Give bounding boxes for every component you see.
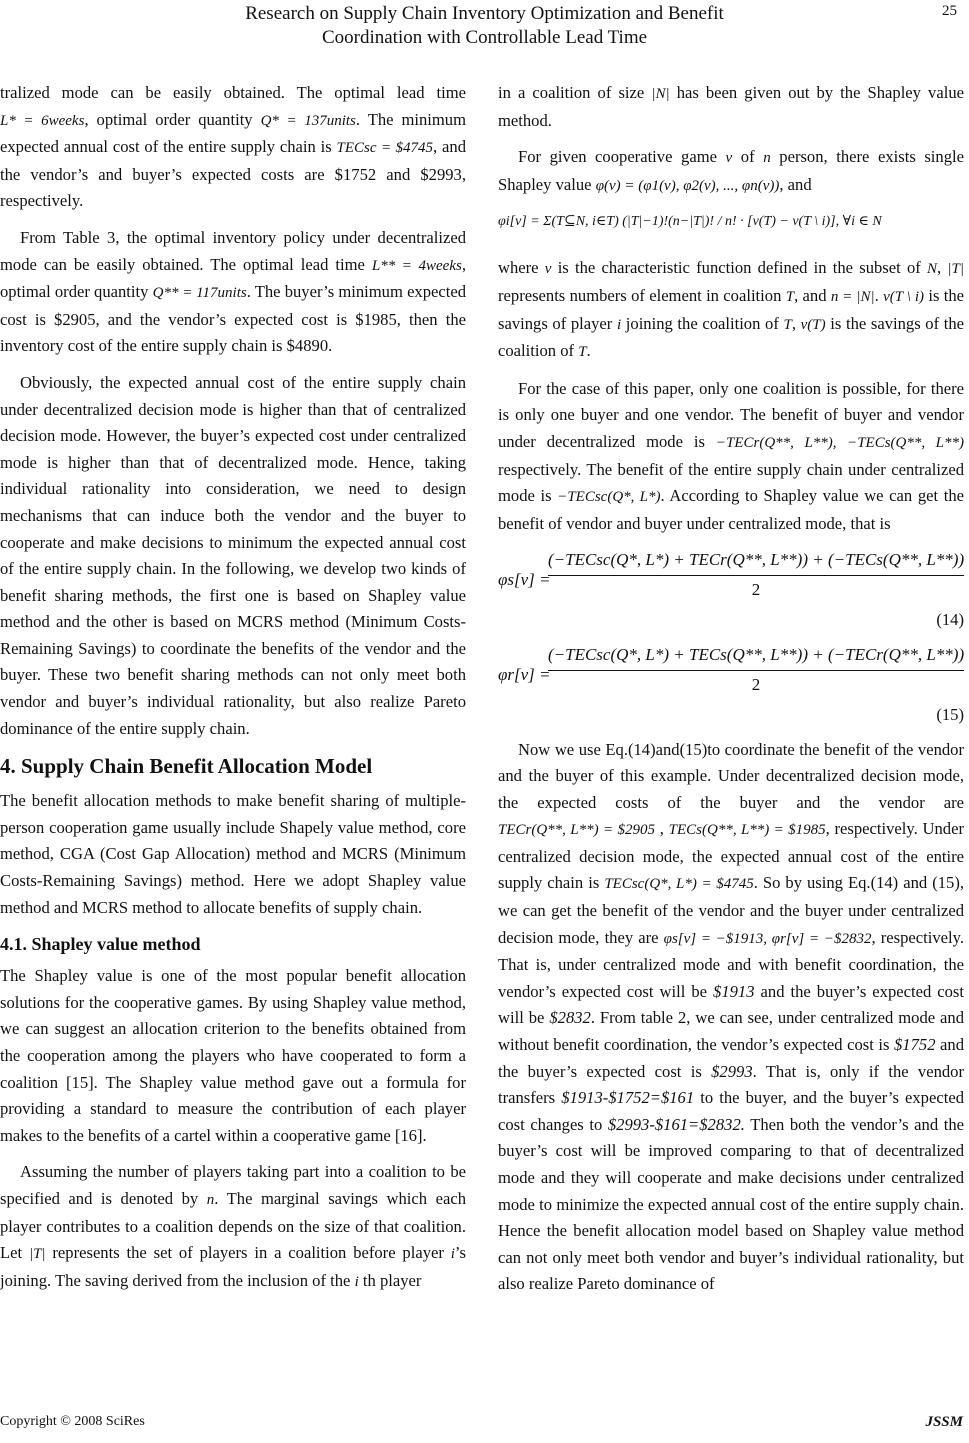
right-paragraph-5: Now we use Eq.(14)and(15)to coordinate the benefit of the vendor and the buyer of this example. Under decentralized decision mode, the expected costs of the buyer and the vendor are TECr(Q**, L**) = $2905 , TECs(Q**, L**) = $1985, respectively. Under centralized decision mode, the expected annual cost of the entire supply chain is TECsc(Q*, L*) = $4745. So by using Eq.(14) and (15), we can get the benefit of the vendor and the buyer under centralized decision mode, they are φs[v] = −$1913, φr[v] = −$2832, respectively. That is, under centralized mode and with benefit coordination, the vendor’s expected cost will be $1913 and the buyer’s expected cost will be $2832. From table 2, we can see, under centralized mode and without benefit coordination, the vendor’s expected cost is $1752 and the buyer’s expected cost is $2993. That is, only if the vendor transfers $1913-$1752=$161 to the buyer, and the buyer’s expected cost changes to $2993-$161=$2832. Then both the vendor’s and the buyer’s cost will be improved comparing to that of decentralized mode and they will cooperate and make decisions under centralized mode to minimize the expected annual cost of the entire supply chain. Hence the benefit allocation model based on Shapley value method can not only meet both vendor and buyer’s individual rationality, but also realize Pareto dominance of xyxy=(498,739,965,1294)
right-paragraph-3: where v is the characteristic function defined in the subset of N, |T| represents numbers of element in coalition T, and n = |N|. v(T \ i) is the savings of player i joining the coalition of T, v(T) is the savings of the coalition of T. xyxy=(498,258,965,361)
right-column xyxy=(498,80,964,1308)
equation-14-denominator: 2 xyxy=(751,580,761,600)
equation-14-lhs: φs[v] = xyxy=(498,570,551,590)
math-optimal-lead-time: L* = 6weeks xyxy=(0,112,85,129)
equation-14-numerator: (−TECsc(Q*, L*) + TECr(Q**, L**)) + (−TECs(Q**, L**)) xyxy=(548,550,965,570)
math-decentral-order-quantity: Q** = 117units xyxy=(152,285,247,302)
math-supply-chain-cost: TECsc = $4745 xyxy=(336,140,434,157)
math-shapley-vector: φ(v) = (φ1(v), φ2(v), ..., φn(v)) xyxy=(595,177,780,194)
equation-15-numerator: (−TECsc(Q*, L*) + TECs(Q**, L**)) + (−TECr(Q**, L**)) xyxy=(548,644,965,664)
equation-15-fraction-bar xyxy=(548,670,964,671)
left-paragraph-4: The benefit allocation methods to make benefit sharing of multiple-person cooperation game usually include Shapely value method, core method, CGA (Cost Gap Allocation) method and MCRS (Minimum Costs-Remaining Savings) method. Here we adopt Shapley value method and MCRS method to allocate benefits of supply chain. xyxy=(0,791,466,917)
left-paragraph-1: tralized mode can be easily obtained. The optimal lead time L* = 6weeks, optimal order quantity Q* = 137units. The minimum expected annual cost of the entire supply chain is TECsc = $4745, and the vendor’s and buyer’s expected costs are $1752 and $2993, respectively. xyxy=(0,83,467,211)
math-optimal-order-quantity: Q* = 137units xyxy=(260,112,356,129)
right-paragraph-2: For given cooperative game v of n person, there exists single Shapley value φ(v) = (φ1(v), φ2(v), ..., φn(v)), and xyxy=(498,147,964,194)
left-column xyxy=(0,80,466,1305)
right-paragraph-4: For the case of this paper, only one coalition is possible, for there is only one buyer and one vendor. The benefit of buyer and vendor under decentralized mode is −TECr(Q**, L**), −TECs(Q**, L**) respectively. The benefit of the entire supply chain under centralized mode is −TECsc(Q*, L*). According to Shapley value we can get the benefit of vendor and buyer under centralized mode, that is xyxy=(498,378,964,533)
header-title-line1: Research on Supply Chain Inventory Optimization and Benefit xyxy=(245,3,724,24)
equation-14-number: (14) xyxy=(936,610,964,630)
equation-15 xyxy=(498,642,964,700)
running-header xyxy=(0,2,969,50)
section-heading-4: 4. Supply Chain Benefit Allocation Model xyxy=(0,754,373,779)
footer-journal: JSSM xyxy=(925,1414,963,1430)
equation-15-lhs: φr[v] = xyxy=(498,664,551,684)
left-paragraph-5: The Shapley value is one of the most popular benefit allocation solutions for the cooperative games. By using Shapley value method, we can suggest an allocation criterion to the benefits obtained from the cooperation among the players who have cooperated to form a coalition [15]. The Shapley value method gave out a formula for providing a standard to measure the contribution of each player makes to the benefits of a cartel within a cooperative game [16]. xyxy=(0,966,466,1145)
equation-14 xyxy=(498,547,964,605)
footer-copyright: Copyright © 2008 SciRes xyxy=(0,1414,145,1429)
equation-15-number: (15) xyxy=(936,704,964,724)
header-title-line2: Coordination with Controllable Lead Time xyxy=(321,27,648,48)
left-paragraph-2: From Table 3, the optimal inventory policy under decentralized mode can be easily obtained. The optimal lead time L** = 4weeks, optimal order quantity Q** = 117units. The buyer’s minimum expected cost is $2905, and the vendor’s expected cost is $1985, then the inventory cost of the entire supply chain is $4890. xyxy=(0,227,467,356)
left-paragraph-6: Assuming the number of players taking part into a coalition to be specified and is denoted by n. The marginal savings which each player contributes to a coalition depends on the size of that coalition. Let |T| represents the set of players in a coalition before player i’s joining. The saving derived from the inclusion of the i th player xyxy=(0,1162,466,1290)
equation-15-denominator: 2 xyxy=(751,674,761,694)
math-decentral-lead-time: L** = 4weeks xyxy=(371,257,462,274)
page-number: 25 xyxy=(942,3,957,19)
shapley-value-formula: φi[v] = Σ(T⊆N, i∈T) (|T|−1)!(n−|T|)! / n! · [v(T) − v(T \ i)], ∀i ∈ N xyxy=(498,214,882,230)
right-paragraph-1: in a coalition of size |N| has been given out by the Shapley value method. xyxy=(498,83,964,130)
left-paragraph-3: Obviously, the expected annual cost of the entire supply chain under decentralized decision mode is higher than that of centralized decision mode. However, the buyer’s expected cost under centralized mode is higher than that of decentralized mode. Hence, taking individual rationality into consideration, we need to design mechanisms that can induce both the vendor and the buyer to cooperate and make decisions to minimum the expected annual cost of the entire supply chain. In the following, we develop two kinds of benefit sharing methods, the first one is based on Shapley value method and the other is based on MCRS method (Minimum Costs-Remaining Savings) to coordinate the benefits of the vendor and the buyer. These two benefit sharing methods can not only meet both vendor and buyer’s individual rationality, but also realize Pareto dominance of the entire supply chain. xyxy=(0,372,466,738)
equation-14-fraction-bar xyxy=(548,575,964,576)
subsection-heading-4-1: 4.1. Shapley value method xyxy=(0,934,201,955)
